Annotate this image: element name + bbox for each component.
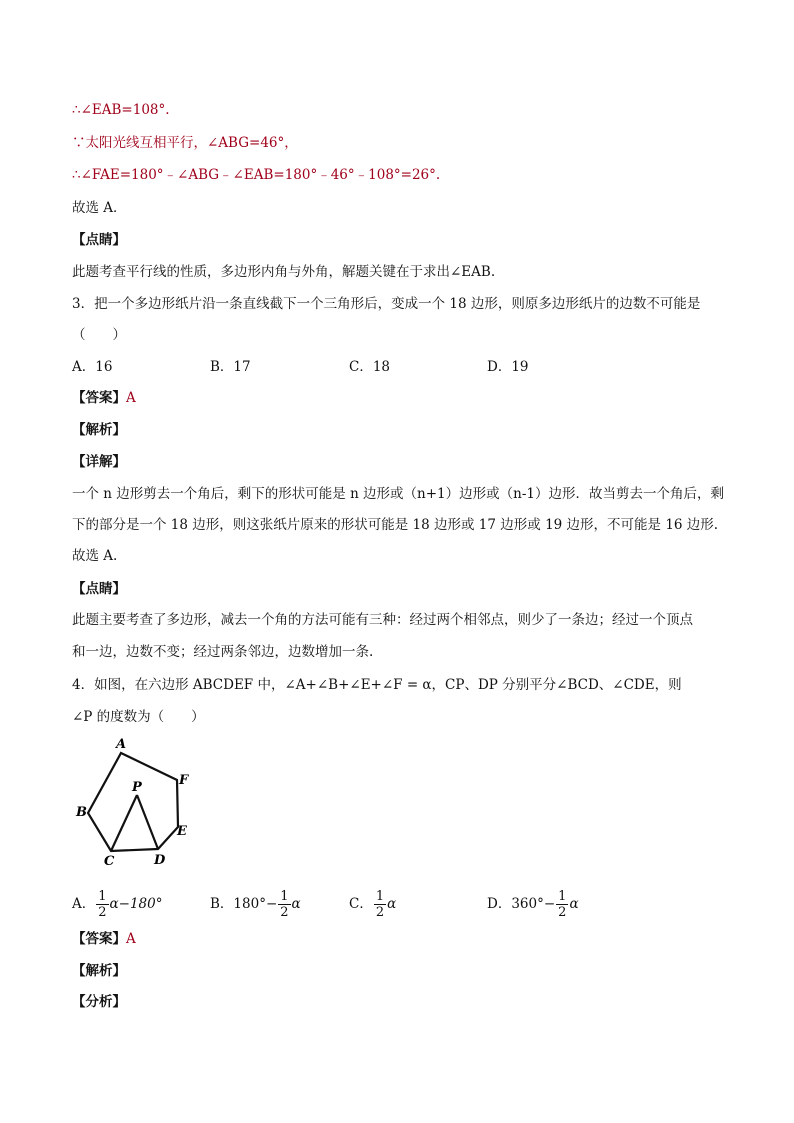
- q3-option-c: C．18: [349, 359, 391, 375]
- fraction-denominator: 2: [280, 905, 289, 920]
- q3-tag-xiangjie: 【详解】: [72, 454, 126, 470]
- q4-option-a-prefix: A．: [72, 896, 96, 912]
- q4-option-d-suffix: α: [569, 896, 579, 912]
- q4-answer-row: [72, 930, 136, 948]
- q3-dianjing-line-1: 此题主要考查了多边形，减去一个角的方法可能有三种：经过两个相邻点，则少了一条边；经过一个顶点: [72, 612, 693, 628]
- q4-option-b-suffix: α: [291, 896, 301, 912]
- solution-line-3: ∴∠FAE=180°﹣∠ABG﹣∠EAB=180°﹣46°﹣108°=26°.: [72, 167, 441, 183]
- q4-option-d-prefix: D．360°−: [487, 896, 556, 912]
- fraction-numerator: 1: [98, 889, 107, 904]
- q3-tag-jiexi: 【解析】: [72, 422, 126, 438]
- tag-answer: 【答案】: [72, 931, 126, 947]
- q3-detail-line-1: 一个 n 边形剪去一个角后，剩下的形状可能是 n 边形或（n+1）边形或（n-1）边形．故当剪去一个角后，剩: [72, 486, 724, 502]
- label-a: A: [116, 737, 127, 752]
- fraction-denominator: 2: [98, 905, 107, 920]
- fraction-half: [278, 889, 290, 920]
- tag-dianjing: 【点睛】: [72, 232, 126, 248]
- label-f: F: [179, 773, 189, 788]
- hexagon-figure: [68, 734, 218, 870]
- fraction-denominator: 2: [375, 905, 385, 920]
- solution-conclusion: 故选 A．: [72, 200, 127, 216]
- q4-tag-fenxi: 【分析】: [72, 994, 126, 1010]
- q4-option-c-prefix: C．: [349, 896, 373, 912]
- fraction-half: [96, 889, 108, 920]
- solution-line-1: ∴∠EAB=108°.: [72, 102, 170, 118]
- fraction-numerator: 1: [558, 889, 567, 904]
- q3-stem-line-2: （ ）: [72, 327, 126, 343]
- q3-option-a: A．16: [72, 359, 113, 375]
- q3-dianjing-line-2: 和一边，边数不变；经过两条邻边，边数增加一条.: [72, 644, 374, 660]
- q3-detail-line-2: 下的部分是一个 18 边形，则这张纸片原来的形状可能是 18 边形或 17 边形或 19 边形，不可能是 16 边形.: [72, 517, 719, 533]
- tag-answer: 【答案】: [72, 390, 126, 406]
- segment-dp: [137, 795, 158, 849]
- q4-option-d: [487, 889, 579, 920]
- q3-stem-line-1: 3．把一个多边形纸片沿一条直线截下一个三角形后，变成一个 18 边形，则原多边形纸片的边数不可能是: [72, 296, 701, 312]
- q4-option-c-suffix: α: [387, 896, 397, 912]
- segment-cp: [111, 795, 137, 851]
- label-p: P: [132, 780, 142, 795]
- q3-detail-line-3: 故选 A.: [72, 548, 118, 564]
- q3-answer: A: [126, 390, 136, 406]
- q4-stem-line-1: 4．如图，在六边形 ABCDEF 中，∠A+∠B+∠E+∠F = α，CP、DP 分别平分∠BCD、∠CDE，则: [72, 677, 682, 693]
- q4-option-b-prefix: B．180°−: [210, 896, 278, 912]
- q3-tag-dianjing: 【点睛】: [72, 581, 126, 597]
- q4-option-a: [72, 889, 162, 920]
- q4-option-b: [210, 889, 301, 920]
- q3-option-b: B．17: [210, 359, 251, 375]
- q3-option-d: D．19: [487, 359, 529, 375]
- q4-answer: A: [126, 931, 136, 947]
- label-d: D: [154, 853, 166, 868]
- fraction-denominator: 2: [558, 905, 567, 920]
- dianjing-text: 此题考查平行线的性质，多边形内角与外角，解题关键在于求出∠EAB.: [72, 264, 496, 280]
- q4-stem-line-2: ∠P 的度数为（ ）: [72, 709, 205, 725]
- q3-answer-row: [72, 389, 136, 407]
- fraction-numerator: 1: [375, 889, 385, 904]
- q4-option-a-suffix: α−180°: [109, 896, 163, 912]
- q4-tag-jiexi: 【解析】: [72, 963, 126, 979]
- fraction-half: [556, 889, 568, 920]
- q4-option-c: [349, 889, 396, 920]
- fraction-half: [374, 889, 386, 920]
- label-c: C: [104, 854, 115, 869]
- solution-line-2: ∵太阳光线互相平行，∠ABG=46°，: [72, 135, 298, 151]
- label-b: B: [76, 805, 87, 820]
- label-e: E: [177, 824, 187, 839]
- fraction-numerator: 1: [280, 889, 289, 904]
